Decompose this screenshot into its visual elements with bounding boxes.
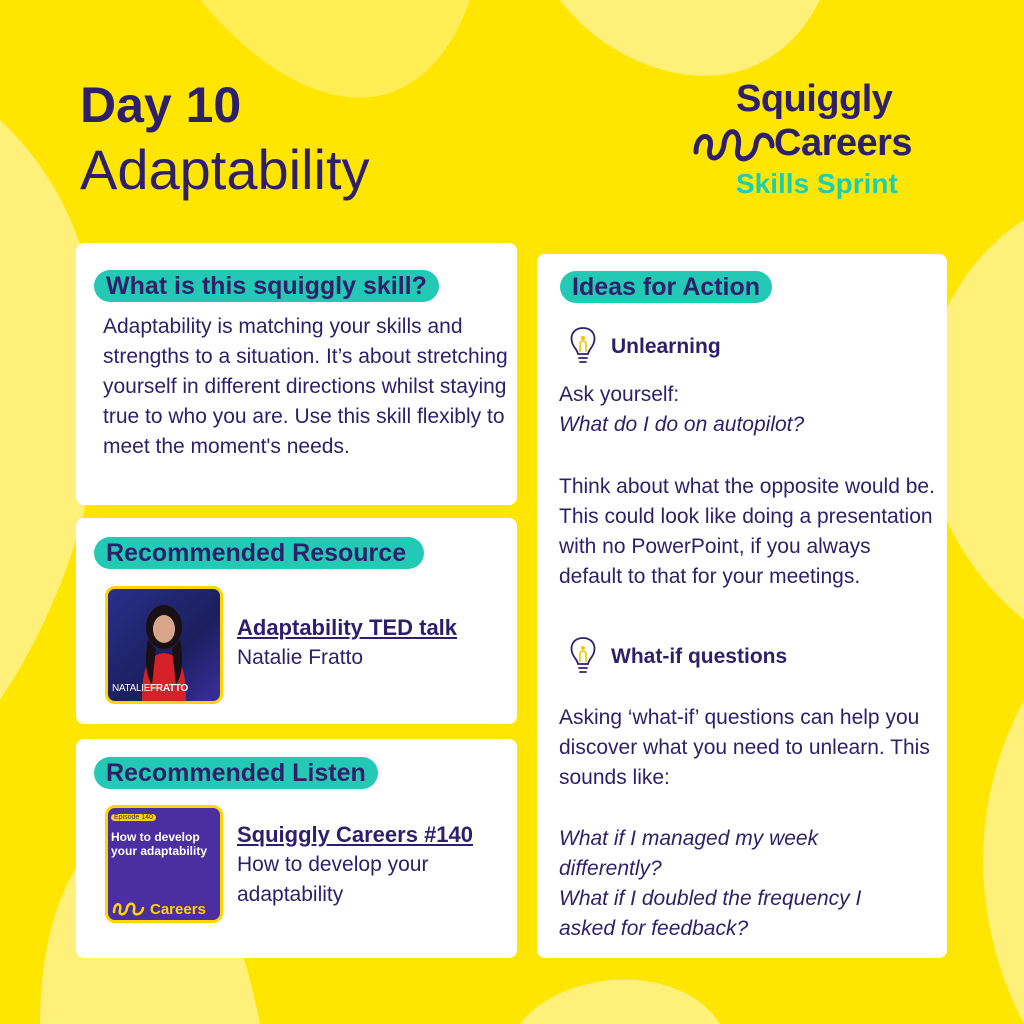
what-heading: What is this squiggly skill?: [94, 270, 439, 302]
idea2-body: Asking ‘what-if’ questions can help you discover what you need to unlearn. This sounds like:: [559, 706, 930, 789]
idea1-line1: Ask yourself:: [559, 383, 680, 406]
listen-heading: Recommended Listen: [94, 757, 378, 789]
thumb-brand: Careers: [150, 901, 206, 918]
idea1-line2: What do I do on autopilot?: [559, 413, 805, 436]
thumb-squiggle-icon: [112, 900, 152, 918]
squiggle-logo-icon: [692, 122, 778, 166]
thumb-caption-first: NATALIE: [112, 683, 151, 694]
resource-link[interactable]: Adaptability TED talk: [237, 615, 458, 640]
listen-desc: How to develop your adaptability: [237, 853, 429, 906]
thumb-title: How to develop your adaptability: [111, 830, 208, 858]
idea2-title: What-if questions: [611, 645, 788, 668]
lightbulb-icon: [566, 324, 600, 366]
resource-heading: Recommended Resource: [94, 537, 424, 569]
idea1-body: Think about what the opposite would be. This could look like doing a presentation with no PowerPoint, if you always default to that for your meetings.: [559, 475, 935, 588]
listen-link[interactable]: Squiggly Careers #140: [237, 822, 474, 847]
squiggly-careers-logo: [690, 78, 970, 208]
idea1-title: Unlearning: [611, 335, 721, 358]
podcast-thumbnail[interactable]: [105, 805, 223, 923]
thumb-caption: [112, 683, 188, 694]
lightbulb-icon: [566, 634, 600, 676]
idea2-q2: What if I doubled the frequency I asked for feedback?: [559, 887, 862, 940]
what-body: Adaptability is matching your skills and strengths to a situation. It’s about stretching yourself in different directions whilst staying true to who you are. Use this skill flexibly to meet the moment's needs.: [103, 315, 508, 458]
ideas-heading: Ideas for Action: [560, 271, 772, 303]
skill-title: Adaptability: [80, 138, 370, 201]
ted-talk-thumbnail[interactable]: [105, 586, 223, 704]
logo-line1: Squiggly: [736, 78, 893, 120]
logo-line3: Skills Sprint: [736, 168, 898, 199]
thumb-caption-last: FRATTO: [150, 683, 188, 694]
resource-author: Natalie Fratto: [237, 646, 364, 669]
thumb-episode: Episode 140: [111, 814, 156, 821]
idea2-q1: What if I managed my week differently?: [559, 827, 819, 880]
day-title: Day 10: [80, 77, 242, 133]
logo-line2: Careers: [774, 122, 913, 164]
